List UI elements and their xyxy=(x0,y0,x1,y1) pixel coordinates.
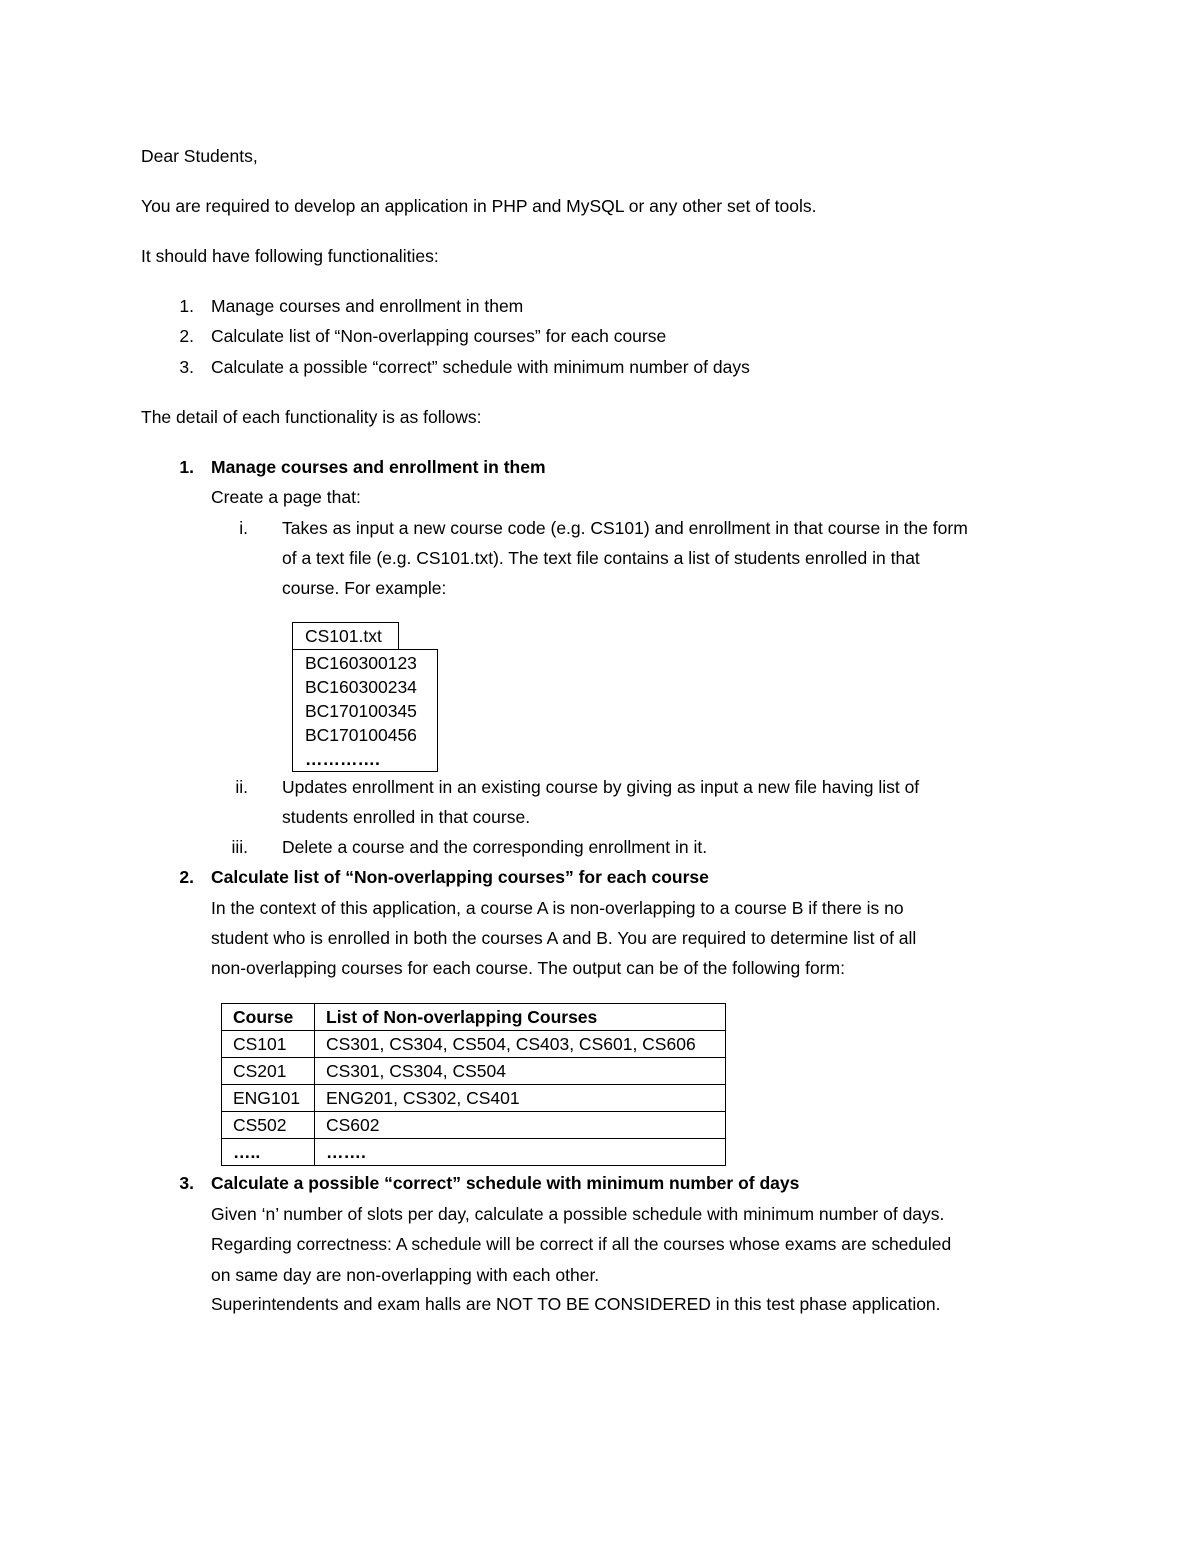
table-cell: CS101 xyxy=(222,1031,315,1058)
file-example-contents xyxy=(292,649,438,772)
section3-line: on same day are non-overlapping with each other. xyxy=(211,1265,600,1285)
item-ii-line: students enrolled in that course. xyxy=(282,807,531,827)
table-header-row xyxy=(222,1004,726,1031)
item-iii-text: Delete a course and the corresponding enrollment in it. xyxy=(282,837,708,857)
section1-lead: Create a page that: xyxy=(211,487,361,507)
summary-item: Calculate list of “Non-overlapping courses” for each course xyxy=(211,326,667,346)
item-ii-line: Updates enrollment in an existing course by giving as input a new file having list of xyxy=(282,777,920,797)
salutation: Dear Students, xyxy=(141,146,258,166)
table-row xyxy=(222,1085,726,1112)
non-overlapping-table xyxy=(221,1003,726,1166)
intro-paragraph: You are required to develop an application in PHP and MySQL or any other set of tools. xyxy=(141,196,817,216)
item-i-number: i. xyxy=(239,518,248,538)
table-header-cell: List of Non-overlapping Courses xyxy=(315,1004,726,1031)
table-row xyxy=(222,1139,726,1166)
table-cell: ……. xyxy=(315,1139,726,1166)
table-cell: CS602 xyxy=(315,1112,726,1139)
summary-number: 3. xyxy=(179,357,194,377)
summary-number: 2. xyxy=(179,326,194,346)
item-ii-number: ii. xyxy=(235,777,248,797)
item-iii-number: iii. xyxy=(231,837,248,857)
table-header-cell: Course xyxy=(222,1004,315,1031)
section1-number: 1. xyxy=(179,457,194,477)
table-cell: ….. xyxy=(222,1139,315,1166)
section2-heading: Calculate list of “Non-overlapping courses” for each course xyxy=(211,867,709,887)
section3-line: Regarding correctness: A schedule will be correct if all the courses whose exams are scheduled xyxy=(211,1234,952,1254)
section3-number: 3. xyxy=(179,1173,194,1193)
summary-item: Calculate a possible “correct” schedule with minimum number of days xyxy=(211,357,750,377)
table-cell: CS201 xyxy=(222,1058,315,1085)
table-cell: CS301, CS304, CS504, CS403, CS601, CS606 xyxy=(315,1031,726,1058)
file-example-name: CS101.txt xyxy=(292,622,399,649)
file-row: …………. xyxy=(305,749,380,769)
section2-line: non-overlapping courses for each course. The output can be of the following form: xyxy=(211,958,845,978)
section3-line: Superintendents and exam halls are NOT TO BE CONSIDERED in this test phase application. xyxy=(211,1294,941,1314)
item-i-line: of a text file (e.g. CS101.txt). The text file contains a list of students enrolled in that xyxy=(282,548,920,568)
table-cell: CS301, CS304, CS504 xyxy=(315,1058,726,1085)
section1-heading: Manage courses and enrollment in them xyxy=(211,457,546,477)
section2-line: In the context of this application, a course A is non-overlapping to a course B if there is no xyxy=(211,898,904,918)
functionalities-lead: It should have following functionalities: xyxy=(141,246,439,266)
file-row: BC170100456 xyxy=(305,725,417,745)
item-i-line: Takes as input a new course code (e.g. CS101) and enrollment in that course in the form xyxy=(282,518,968,538)
file-row: BC160300234 xyxy=(305,677,417,697)
section3-heading: Calculate a possible “correct” schedule with minimum number of days xyxy=(211,1173,800,1193)
section3-line: Given ‘n’ number of slots per day, calculate a possible schedule with minimum number of days. xyxy=(211,1204,945,1224)
file-row: BC160300123 xyxy=(305,653,417,673)
table-row xyxy=(222,1112,726,1139)
table-row xyxy=(222,1058,726,1085)
summary-number: 1. xyxy=(179,296,194,316)
table-cell: ENG201, CS302, CS401 xyxy=(315,1085,726,1112)
section2-line: student who is enrolled in both the courses A and B. You are required to determine list of all xyxy=(211,928,917,948)
table-cell: ENG101 xyxy=(222,1085,315,1112)
detail-lead: The detail of each functionality is as follows: xyxy=(141,407,482,427)
item-i-line: course. For example: xyxy=(282,578,447,598)
table-row xyxy=(222,1031,726,1058)
section2-number: 2. xyxy=(179,867,194,887)
summary-item: Manage courses and enrollment in them xyxy=(211,296,524,316)
table-cell: CS502 xyxy=(222,1112,315,1139)
file-row: BC170100345 xyxy=(305,701,417,721)
